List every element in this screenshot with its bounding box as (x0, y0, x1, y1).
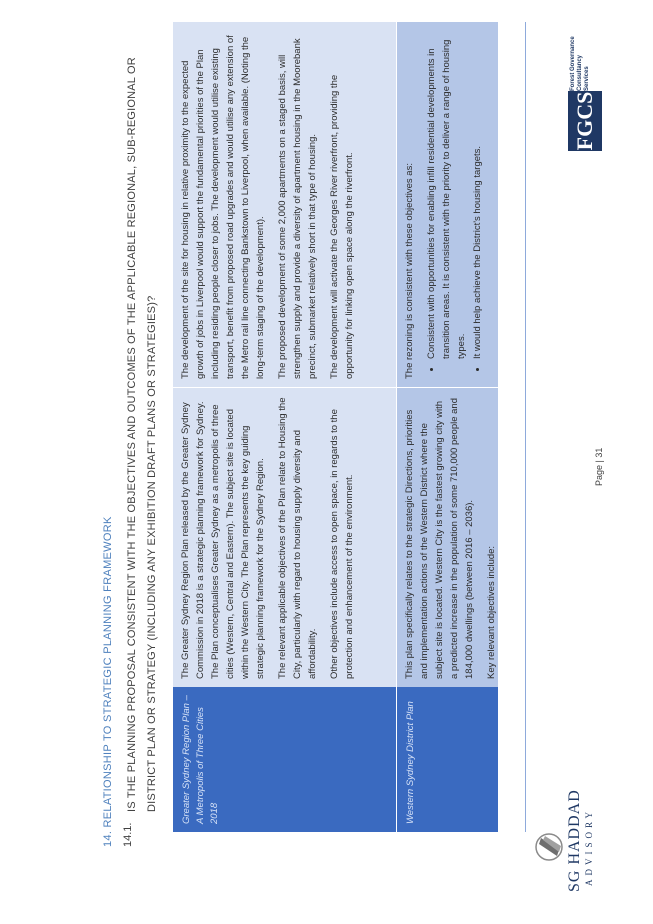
subsection-question: IS THE PLANNING PROPOSAL CONSISTENT WITH THE OBJECTIVES AND OUTCOMES OF THE APPLICABLE REGIONAL, SUB-REGIONAL OR DISTRICT PLAN OR STRATEGY (INCLUDING ANY EXHIBITION DRAFT PLANS OR STRATEGIES)? (126, 57, 158, 812)
section-heading: 14. RELATIONSHIP TO STRATEGIC PLANNING FRAMEWORK (102, 516, 114, 847)
paragraph: The relevant applicable objectives of the Plan relate to Housing the City, particularly with regard to housing supply diversity and affordability. (277, 397, 318, 679)
paragraph: The proposed development of some 2,000 apartments on a staged basis, will strengthen supply and provide a diversity of apartment housing in the Moorebank precinct, submarket relatively short in that type of housing. (277, 38, 318, 379)
logo-subtitle: ADVISORY (584, 807, 594, 886)
fgcs-logo: FGCS (568, 91, 602, 151)
plan-description (173, 387, 396, 687)
table-row (396, 22, 498, 832)
subsection-number: 14.1. (122, 822, 134, 847)
paragraph: This plan specifically relates to the strategic Directions, priorities and implementation actions of the Western District where the subject site is located. Western City is the fastest growing city with a predicted increase in the population of some 710,000 people and 184,000 dwellings (between 2016 – 2036). (404, 398, 475, 679)
footer-rule (525, 22, 526, 832)
paragraph: Other objectives include access to open space, in regards to the protection and enhancement of the environment. (329, 409, 355, 679)
list-item: • It would help achieve the District's housing targets. (470, 30, 485, 359)
page-number: Page | 31 (594, 447, 604, 486)
consistency-response (397, 22, 498, 387)
paragraph: Key relevant objectives include: (486, 545, 497, 679)
table-row (173, 22, 396, 832)
row-label: Western Sydney District Plan (397, 687, 498, 832)
fgcs-logo-subtitle: Forest Governance Consultancy Services (570, 36, 590, 91)
consistency-table (173, 22, 498, 832)
paragraph: The Greater Sydney Region Plan released by the Greater Sydney Commission in 2018 is a strategic planning framework for Sydney. The Plan conceptualises Greater Sydney as a metropolis of three cities (Western, Central and Eastern). The subject site is located within the Western City. The Plan represents the key guiding strategic planning framework for the Sydney Region. (180, 401, 266, 679)
row-label: Greater Sydney Region Plan – A Metropolis of Three Cities 2018 (173, 687, 396, 832)
consistency-response (173, 22, 396, 387)
list-item: • Consistent with opportunities for enabling infill residential developments in transition areas. It is consistent with the priority to deliver a range of housing types. (424, 30, 469, 359)
paragraph: The rezoning is consistent with these objectives as: (404, 163, 415, 379)
paragraph: The development will activate the Georges River riverfront, providing the opportunity for linking open space along the riverfront. (329, 74, 355, 379)
logo-name: SG HADDAD (566, 789, 583, 892)
paragraph: The development of the site for housing in relative proximity to the expected growth of jobs in Liverpool would support the fundamental priorities of the Plan including residing people closer to jobs. The development would utilise existing transport, benefit from proposed road upgrades and would utilise any extension of the Metro rail line connecting Bankstown to Liverpool, when available. (Noting the long-term staging of the development). (180, 35, 266, 379)
plan-description (397, 387, 498, 687)
bullet-list (424, 30, 485, 379)
